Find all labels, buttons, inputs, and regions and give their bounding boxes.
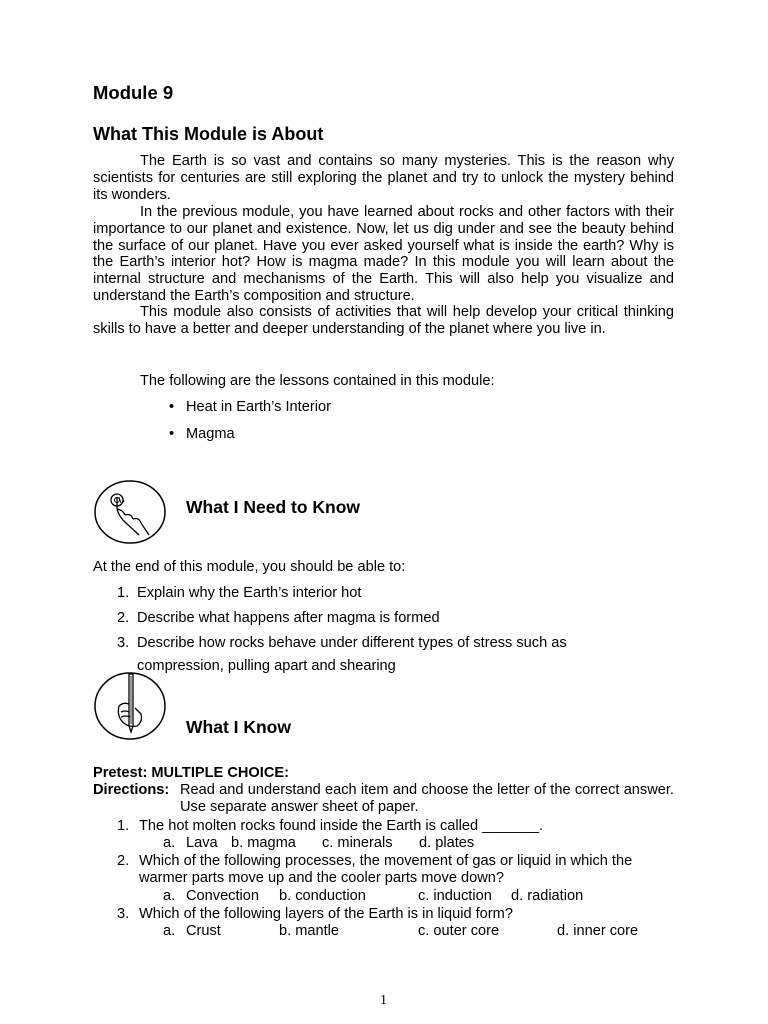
about-paragraph-3: This module also consists of activities that will help develop your critical thinking skills to have a better and deeper understanding of the planet where you live in. xyxy=(93,304,674,337)
list-item xyxy=(169,397,331,424)
lessons-intro: The following are the lessons contained in this module: xyxy=(140,373,495,389)
objective-text: Describe what happens after magma is formed xyxy=(137,610,440,626)
module-title: Module 9 xyxy=(93,82,174,103)
section-title-need-to-know: What I Need to Know xyxy=(186,497,361,517)
objective-number: 1. xyxy=(117,585,130,601)
lesson-label: Magma xyxy=(186,426,235,442)
question-number: 1. xyxy=(117,818,130,834)
about-paragraph-1: The Earth is so vast and contains so many mysteries. This is the reason why scientists for centuries are still exploring the planet and try to unlock the mystery behind its wonders. xyxy=(93,153,674,203)
question-number: 3. xyxy=(117,906,130,922)
page-number: 1 xyxy=(380,993,387,1008)
directions-text: Read and understand each item and choose the letter of the correct answer. Use separate answer sheet of paper. xyxy=(180,782,674,815)
list-item xyxy=(169,424,331,451)
question-text-line-2: warmer parts move up and the cooler parts move down? xyxy=(139,870,505,886)
choice-c: c. induction xyxy=(418,888,492,904)
pretest-label: Pretest: MULTIPLE CHOICE: xyxy=(93,765,289,781)
bullet: • xyxy=(169,426,175,442)
bullet: • xyxy=(169,399,175,415)
objective-number: 3. xyxy=(117,635,130,651)
directions xyxy=(93,782,674,815)
question-text: Which of the following layers of the Earth is in liquid form? xyxy=(139,906,513,922)
choice-a: Lava xyxy=(186,835,218,851)
section-title-about: What This Module is About xyxy=(93,124,324,144)
choice-letter: a. xyxy=(163,888,176,904)
choice-a: Convection xyxy=(186,888,260,904)
objectives-intro: At the end of this module, you should be able to: xyxy=(93,559,406,575)
list-item xyxy=(117,583,567,608)
choice-b: b. mantle xyxy=(279,923,340,939)
section-title-what-i-know: What I Know xyxy=(186,717,291,737)
objectives-list xyxy=(117,583,567,658)
lesson-label: Heat in Earth’s Interior xyxy=(186,399,331,415)
choice-d: d. inner core xyxy=(557,923,639,939)
list-item xyxy=(117,608,567,633)
choice-b: b. magma xyxy=(231,835,296,851)
choice-a: Crust xyxy=(186,923,221,939)
question-text: The hot molten rocks found inside the Earth is called _______. xyxy=(139,818,544,834)
question-number: 2. xyxy=(117,853,130,869)
pencil-hand-icon xyxy=(93,670,169,742)
objective-text: Explain why the Earth’s interior hot xyxy=(137,585,362,601)
list-item xyxy=(117,633,567,658)
objective-number: 2. xyxy=(117,610,130,626)
choice-c: c. minerals xyxy=(322,835,393,851)
choice-d: d. plates xyxy=(419,835,475,851)
lessons-list xyxy=(169,397,331,451)
directions-label: Directions: xyxy=(93,782,170,798)
choice-c: c. outer core xyxy=(418,923,500,939)
choice-b: b. conduction xyxy=(279,888,366,904)
choice-d: d. radiation xyxy=(511,888,584,904)
choice-letter: a. xyxy=(163,835,176,851)
about-paragraph-2: In the previous module, you have learned about rocks and other factors with their importance to our planet and existence. Now, let us dig under and see the beauty behind the surface of our planet. Have you ever asked yourself what is inside the earth? Why is the Earth’s interior hot? How is magma made? In this module you will learn about the internal structure and mechanisms of the Earth. This will also help you visualize and understand the Earth’s composition and structure. xyxy=(93,204,674,304)
objective-continuation: compression, pulling apart and shearing xyxy=(137,658,396,674)
objective-text: Describe how rocks behave under different types of stress such as xyxy=(137,635,567,651)
choice-letter: a. xyxy=(163,923,176,939)
pointing-hand-icon xyxy=(93,479,169,545)
question-text: Which of the following processes, the movement of gas or liquid in which the xyxy=(139,853,633,869)
